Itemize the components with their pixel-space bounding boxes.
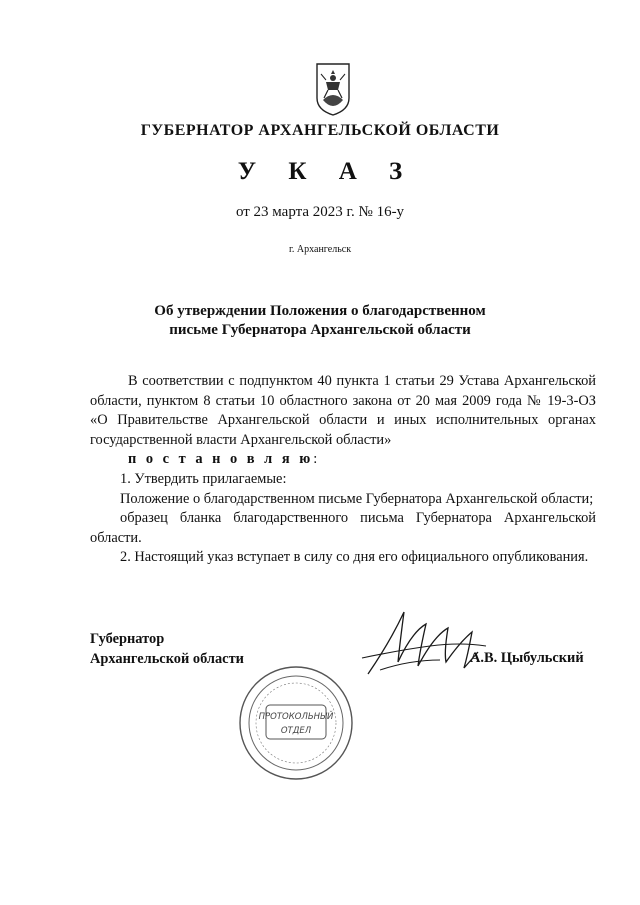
- subject-line-1: Об утверждении Положения о благодарственном: [154, 303, 486, 319]
- stamp-line-1: ПРОТОКОЛЬНЫЙ: [258, 712, 334, 722]
- decree-colon: :: [313, 451, 318, 468]
- document-date-number: от 23 марта 2023 г. № 16-у: [235, 204, 405, 220]
- preamble-paragraph: [90, 372, 596, 450]
- item-1a: Положение о благодарственном письме Губернатора Архангельской области;: [120, 490, 594, 507]
- document-city: г. Архангельск: [288, 244, 352, 255]
- item-2: 2. Настоящий указ вступает в силу со дня его официального опубликования.: [120, 549, 589, 566]
- handwritten-signature: [360, 602, 490, 688]
- item-1: 1. Утвердить прилагаемые:: [120, 470, 287, 487]
- stamp-line-2: ОТДЕЛ: [280, 726, 312, 736]
- item-1b: образец бланка благодарственного письма Губернатора Архангельской области.: [90, 510, 596, 546]
- decree-word-line: [90, 450, 596, 470]
- official-stamp: [236, 663, 356, 783]
- signatory-name: А.В. Цыбульский: [470, 650, 584, 666]
- document-body: [90, 372, 596, 568]
- signatory-position: [90, 630, 244, 669]
- signatory-position-line-1: Губернатор: [90, 631, 165, 647]
- coat-of-arms-icon: [314, 60, 352, 118]
- subject-line-2: письме Губернатора Архангельской области: [169, 322, 471, 338]
- issuer-title: ГУБЕРНАТОР АРХАНГЕЛЬСКОЙ ОБЛАСТИ: [140, 122, 500, 139]
- document-subject: [0, 302, 640, 340]
- decree-word: п о с т а н о в л я ю: [128, 451, 314, 468]
- document-type: У К А З: [237, 158, 416, 185]
- preamble-text: В соответствии с подпунктом 40 пункта 1 статьи 29 Устава Архангельской области, пунктом 8 статьи 10 областного закона от 20 мая 2009 года № 19-3-ОЗ «О Правительстве Архангельской области и иных исполнительных органах государственной власти Архангельской области»: [90, 373, 596, 448]
- signatory-position-line-2: Архангельской области: [90, 650, 244, 667]
